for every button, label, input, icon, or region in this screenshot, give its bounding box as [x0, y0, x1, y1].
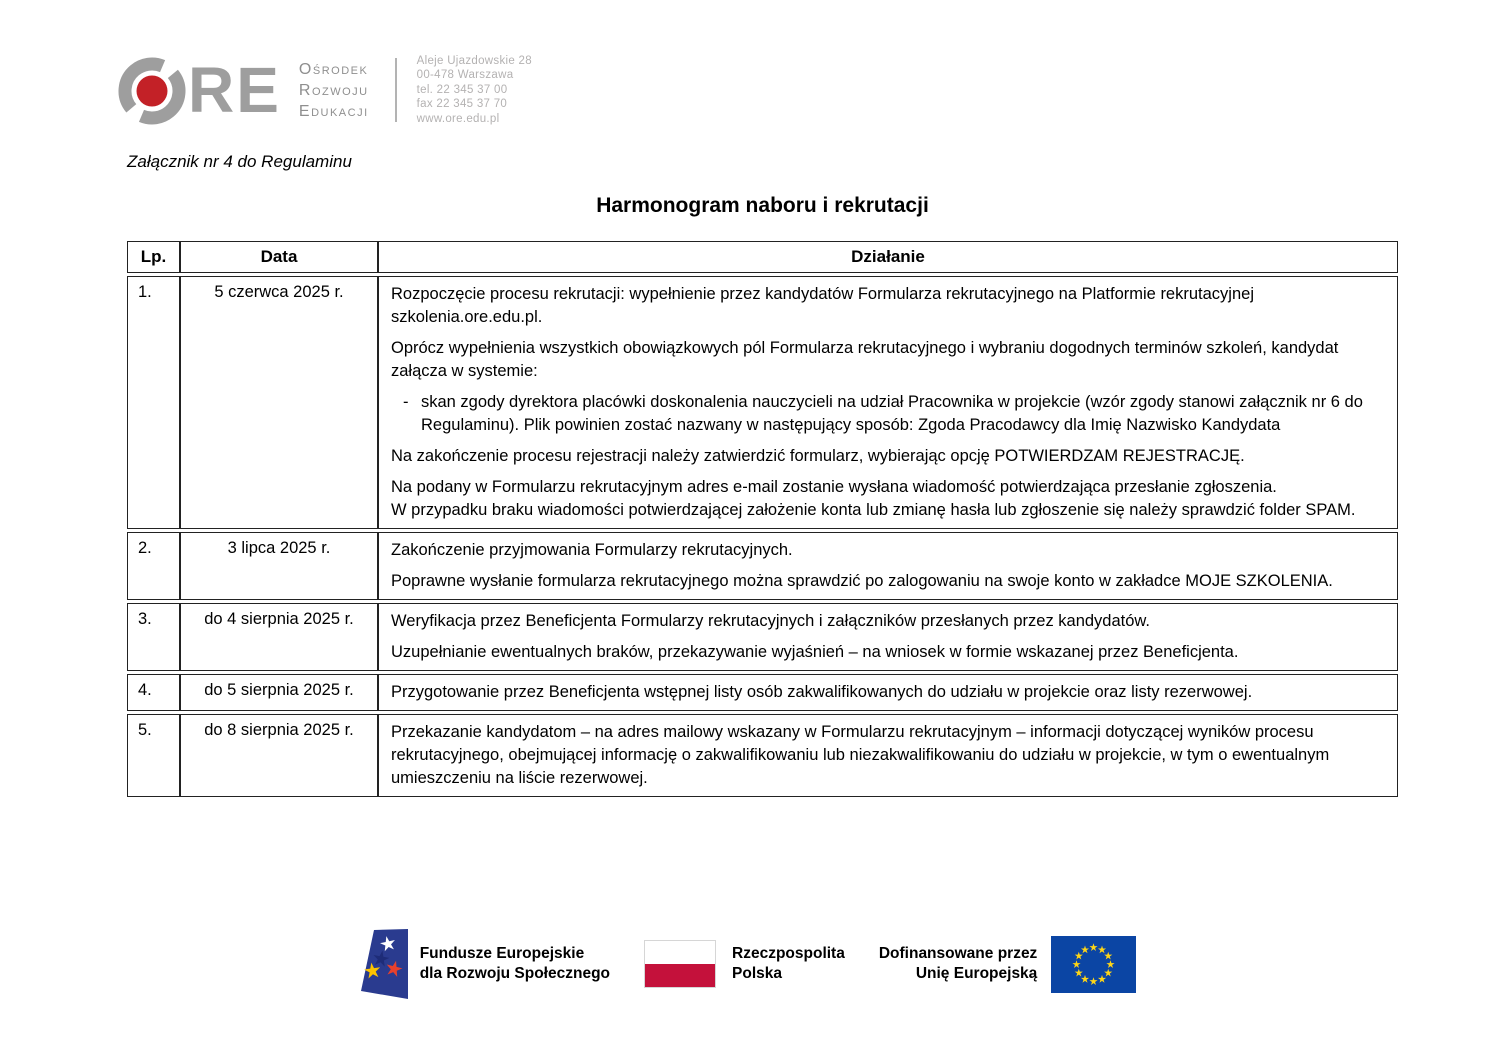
website-line: www.ore.edu.pl — [416, 112, 500, 125]
ore-org-line: Rozwoju — [298, 81, 369, 99]
action-paragraph: Uzupełnianie ewentualnych braków, przekazywanie wyjaśnień – na wniosek w formie wskazanej przez Beneficjenta. — [391, 643, 1239, 661]
action-cell — [378, 603, 1398, 671]
date-cell: do 4 sierpnia 2025 r. — [180, 603, 378, 671]
paragraph-line: W przypadku braku wiadomości potwierdzającej założenie konta lub zmianę hasła lub zgłoszenie się należy sprawdzić folder SPAM. — [391, 501, 1356, 519]
bullet-marker: - — [403, 393, 409, 411]
table-row — [127, 603, 1398, 671]
date-cell: do 5 sierpnia 2025 r. — [180, 674, 378, 711]
address-line: tel. 22 345 37 00 — [416, 83, 508, 96]
eu-funding-label-line: Dofinansowane przez — [878, 945, 1038, 962]
table-row — [127, 714, 1398, 797]
attachment-note: Załącznik nr 4 do Regulaminu — [127, 152, 352, 171]
row-number-cell: 4. — [127, 674, 180, 711]
table-row — [127, 674, 1398, 711]
action-paragraph: Przekazanie kandydatom – na adres mailowy wskazany w Formularzu rekrutacyjnym – informacji dotyczącej wyników procesu rekrutacyjnego, obejmującej informację o zakwalifikowaniu lub niezakwalifikowaniu do udziału w projekcie, w tym o ewentualnym umieszczeniu na liście rezerwowej. — [391, 723, 1330, 787]
action-paragraph: Na zakończenie procesu rejestracji należy zatwierdzić formularz, wybierając opcję POTWIERDZAM REJESTRACJĘ. — [391, 447, 1245, 465]
ore-logo — [118, 50, 532, 130]
action-paragraph: Poprawne wysłanie formularza rekrutacyjnego można sprawdzić po zalogowaniu na swoje konto w zakładce MOJE SZKOLENIA. — [391, 572, 1333, 590]
poland-block — [644, 940, 845, 988]
date-cell: do 8 sierpnia 2025 r. — [180, 714, 378, 797]
page-title: Harmonogram naboru i rekrutacji — [596, 194, 929, 217]
date-cell: 5 czerwca 2025 r. — [180, 276, 378, 529]
action-paragraph: Oprócz wypełnienia wszystkich obowiązkowych pól Formularza rekrutacyjnego i wybraniu dogodnych terminów szkoleń, kandydat załącza w systemie: — [391, 339, 1339, 380]
action-cell — [378, 532, 1398, 600]
bullet-text: skan zgody dyrektora placówki doskonalenia nauczycieli na udział Pracownika w projekcie (wzór zgody stanowi załącznik nr 6 do Regulaminu). Plik powinien zostać nazwany w następujący sposób: Zgoda Pracodawcy dla Imię Nazwisko Kandydata — [421, 393, 1363, 434]
action-cell — [378, 674, 1398, 711]
action-paragraph: Zakończenie przyjmowania Formularzy rekrutacyjnych. — [391, 541, 793, 559]
poland-label — [732, 944, 845, 984]
column-header-date: Data — [180, 241, 378, 273]
action-paragraph — [391, 476, 1385, 522]
action-cell — [378, 276, 1398, 529]
eu-flag-icon — [1051, 936, 1136, 993]
action-cell — [378, 714, 1398, 797]
address-line: Aleje Ujazdowskie 28 — [416, 54, 532, 67]
row-number-cell: 3. — [127, 603, 180, 671]
fe-label-line: Fundusze Europejskie — [419, 945, 585, 962]
action-paragraph: Weryfikacja przez Beneficjenta Formularzy rekrutacyjnych i załączników przesłanych przez kandydatów. — [391, 612, 1151, 630]
poland-label-line: Rzeczpospolita — [732, 945, 845, 962]
schedule-table — [127, 238, 1398, 800]
ore-letters: RE — [188, 54, 281, 126]
ore-address — [417, 54, 532, 127]
action-paragraph: Przygotowanie przez Beneficjenta wstępnej listy osób zakwalifikowanych do udziału w projekcie oraz listy rezerwowej. — [391, 683, 1253, 701]
address-line: fax 22 345 37 70 — [416, 98, 508, 111]
eu-funding-label-line: Unię Europejską — [915, 965, 1038, 982]
row-number-cell: 2. — [127, 532, 180, 600]
row-number-cell: 1. — [127, 276, 180, 529]
european-funds-flag-icon — [361, 928, 408, 1000]
date-cell: 3 lipca 2025 r. — [180, 532, 378, 600]
table-header-row — [127, 241, 1398, 273]
eu-funding-block — [879, 936, 1136, 993]
column-header-lp: Lp. — [127, 241, 180, 273]
ore-org-line: Edukacji — [298, 102, 369, 120]
table-row — [127, 276, 1398, 529]
fe-label — [420, 944, 610, 984]
action-paragraph: Rozpoczęcie procesu rekrutacji: wypełnienie przez kandydatów Formularza rekrutacyjnego na Platformie rekrutacyjnej szkolenia.ore.edu.pl. — [391, 285, 1254, 326]
footer-funding-logos — [0, 928, 1497, 1000]
poland-label-line: Polska — [732, 965, 782, 982]
address-line: 00-478 Warszawa — [416, 69, 514, 82]
ore-ring-icon — [118, 50, 186, 130]
bullet-item — [391, 391, 1385, 437]
paragraph-line: Na podany w Formularzu rekrutacyjnym adres e-mail zostanie wysłana wiadomość potwierdzająca przesłanie zgłoszenia. — [391, 478, 1277, 496]
fe-logo-block — [361, 928, 610, 1000]
row-number-cell: 5. — [127, 714, 180, 797]
column-header-action: Działanie — [378, 241, 1398, 273]
fe-label-line: dla Rozwoju Społecznego — [419, 965, 611, 982]
table-row — [127, 532, 1398, 600]
logo-divider — [395, 58, 397, 122]
eu-funding-label — [879, 944, 1037, 984]
ore-org-line: Ośrodek — [298, 60, 369, 78]
poland-flag-icon — [644, 940, 716, 988]
ore-org-name — [299, 59, 369, 122]
